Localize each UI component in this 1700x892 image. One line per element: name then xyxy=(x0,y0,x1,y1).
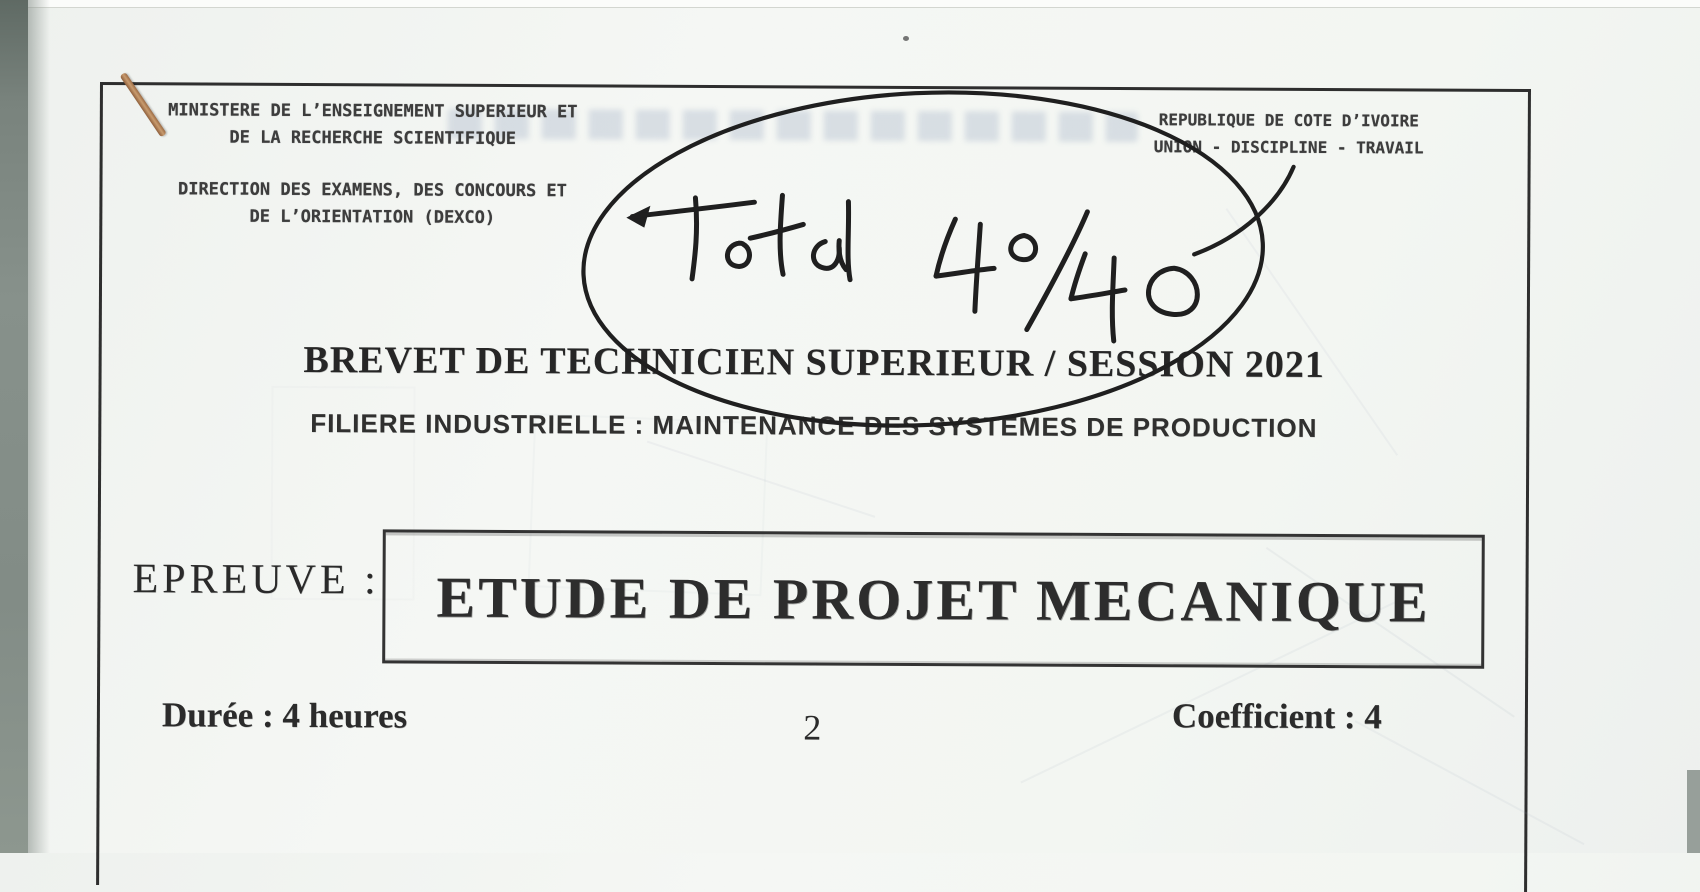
document-subtitle: FILIERE INDUSTRIELLE : MAINTENANCE DES SYSTEMES DE PRODUCTION xyxy=(310,408,1318,443)
republic-line: REPUBLIQUE DE COTE D’IVOIRE xyxy=(1158,110,1419,131)
ministry-header-block xyxy=(150,97,595,232)
page-number: 2 xyxy=(803,707,822,748)
motto-line: UNION - DISCIPLINE - TRAVAIL xyxy=(1153,137,1424,158)
coefficient-label: Coefficient : 4 xyxy=(1171,696,1382,737)
scanner-strip-shadow xyxy=(28,0,50,853)
grade-annotation xyxy=(541,65,1303,449)
page-border-frame xyxy=(96,82,1531,892)
epreuve-value: ETUDE DE PROJET MECANIQUE xyxy=(436,564,1431,635)
duration-label: Durée : 4 heures xyxy=(161,695,408,736)
scanner-corner-gap xyxy=(1687,770,1700,853)
grade-circle-annotation xyxy=(574,74,1294,445)
scan-speck-artifact xyxy=(903,36,909,41)
bleed-through-artifact xyxy=(647,441,876,518)
epreuve-box xyxy=(382,529,1485,668)
header-spacer xyxy=(151,151,595,178)
document-title: BREVET DE TECHNICIEN SUPERIEUR / SESSION 2021 xyxy=(303,338,1325,386)
ministry-line-1: MINISTERE DE L’ENSEIGNEMENT SUPERIEUR ET xyxy=(168,100,578,123)
direction-line-1: DIRECTION DES EXAMENS, DES CONCOURS ET xyxy=(177,179,567,202)
ministry-line-2: DE LA RECHERCHE SCIENTIFIQUE xyxy=(229,127,517,150)
epreuve-label: EPREUVE : xyxy=(132,556,380,604)
handwritten-total xyxy=(626,195,1198,342)
scanner-background-strip xyxy=(0,0,28,853)
paper-top-edge xyxy=(0,0,1700,8)
direction-line-2: DE L’ORIENTATION (DEXCO) xyxy=(249,206,496,228)
